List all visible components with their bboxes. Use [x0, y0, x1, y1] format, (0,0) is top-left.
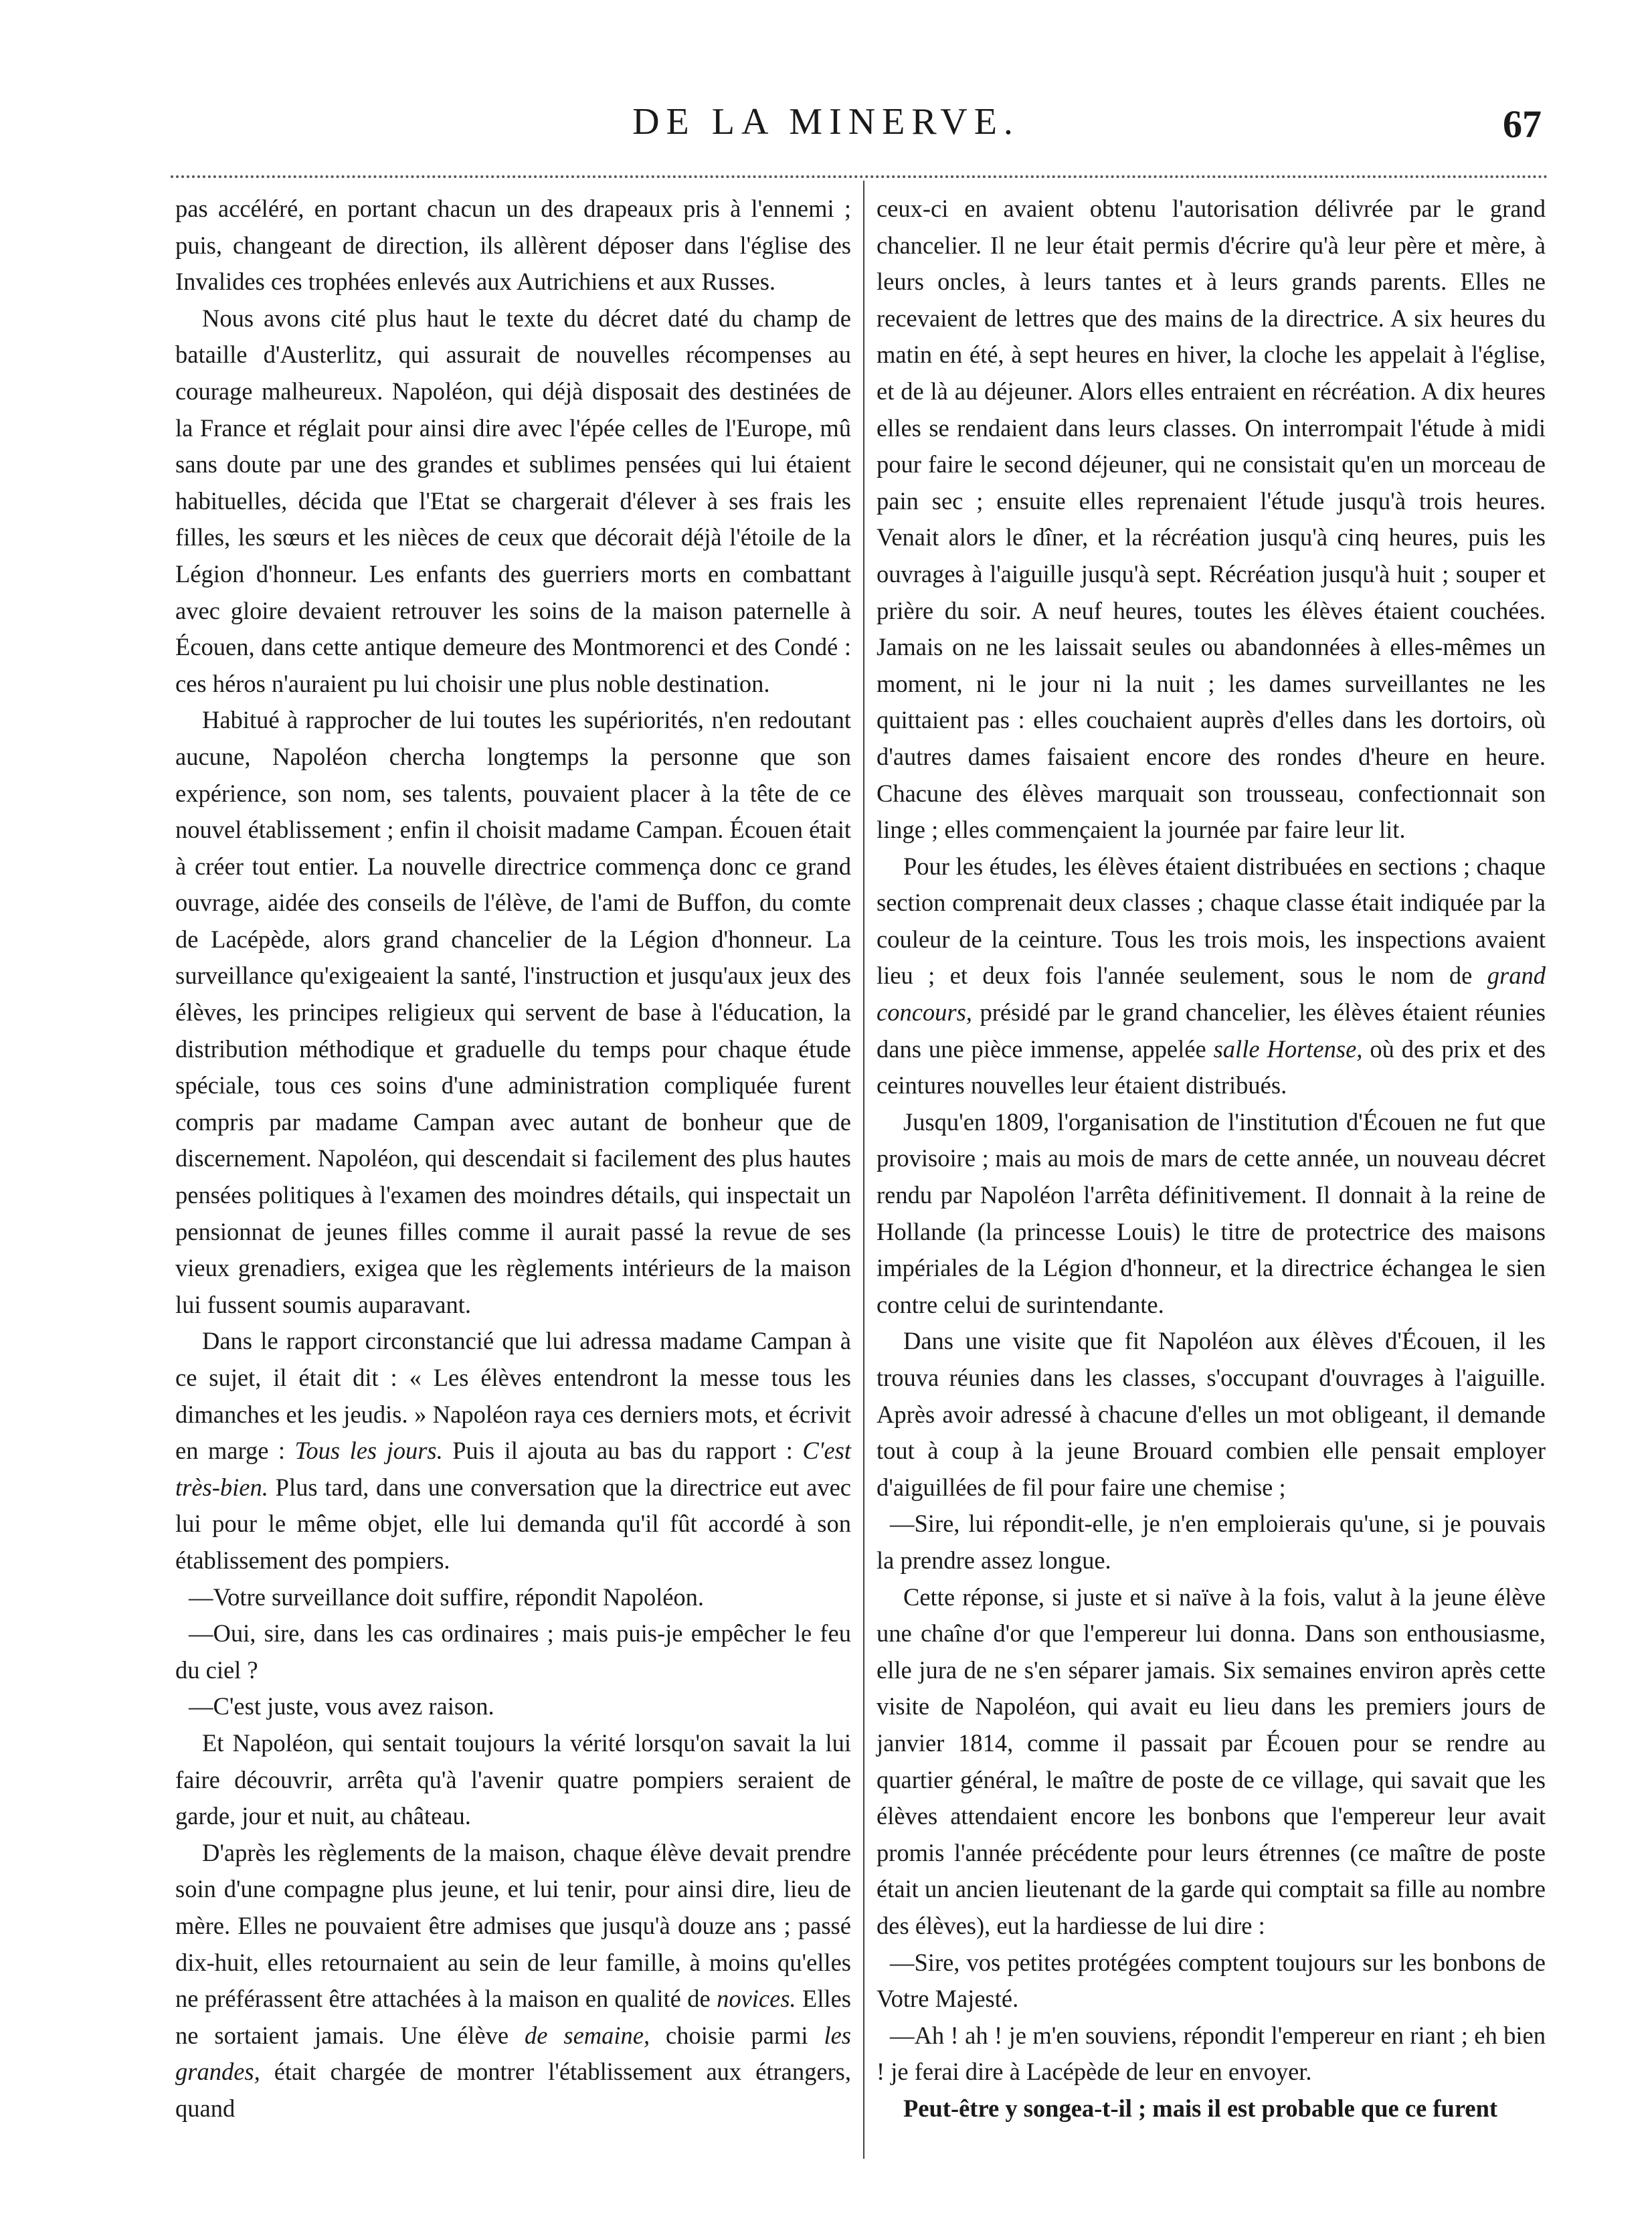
text-run: était chargée de montrer l'établissement aux étrangers, quand [175, 2058, 851, 2122]
page-number: 67 [1503, 102, 1542, 146]
text-run: D'après les règlements de la maison, chaque élève devait prendre soin d'une compagne plus jeune, et lui tenir, pour ainsi dire, lieu de mère. Elles ne pouvaient être admises que jusqu'à douze ans ; passé dix-huit, elles retournaient au sein de leur famille, à moins qu'elles ne préférassent être attachées à la maison en qualité de [175, 1838, 851, 2013]
italic-run: de semaine, [525, 2021, 650, 2049]
dialogue-line: —Sire, vos petites protégées comptent toujours sur les bonbons de Votre Majesté. [877, 1948, 1546, 2013]
paragraph: Jusqu'en 1809, l'organisation de l'institution d'Écouen ne fut que provisoire ; mais au mois de mars de cette année, un nouveau décret rendu par Napoléon l'arrêta définitivement. Il donnait à la reine de Hollande (la princesse Louis) le titre de protectrice des maisons impériales de la Légion d'honneur, et la directrice échangea le sien contre celui de surintendante. [877, 1107, 1546, 1318]
text-run: Plus tard, dans une conversation que la directrice eut avec lui pour le même objet, elle lui demanda qu'il fût accordé à son établissement des pompiers. [175, 1473, 851, 1574]
italic-run: C'est très-bien. [175, 1437, 852, 1501]
paragraph: Dans une visite que fit Napoléon aux élèves d'Écouen, il les trouva réunies dans les classes, s'occupant d'ouvrages à l'aiguille. Après avoir adressé à chacune d'elles un mot obligeant, il demande tout à coup à la jeune Brouard combien elle pensait employer d'aiguillées de fil pour faire une chemise ; [877, 1327, 1546, 1501]
paragraph [175, 1323, 851, 1579]
italic-run: les grandes, [175, 2021, 851, 2086]
header-rule [171, 175, 1548, 178]
dialogue-line: —Oui, sire, dans les cas ordinaires ; mais puis-je empêcher le feu du ciel ? [175, 1619, 851, 1684]
text-run: Pour les études, les élèves étaient distribuées en sections ; chaque section comprenait deux classes ; chaque classe était indiquée par la couleur de la ceinture. Tous les trois mois, les inspections avaient lieu ; et deux fois l'année seulement, sous le nom de [877, 852, 1546, 990]
column-divider [863, 181, 864, 2159]
paragraph: Et Napoléon, qui sentait toujours la vérité lorsqu'on savait la lui faire découvrir, arrêta qu'à l'avenir quatre pompiers seraient de garde, jour et nuit, au château. [175, 1728, 851, 1830]
italic-run: salle Hortense, [1213, 1035, 1363, 1063]
text-run: choisie parmi [650, 2021, 824, 2049]
italic-run: grand concours, [877, 962, 1546, 1027]
paragraph: Cette réponse, si juste et si naïve à la fois, valut à la jeune élève une chaîne d'or que l'empereur lui donna. Dans son enthousiasme, elle jura de ne s'en séparer jamais. Six semaines environ après cette visite de Napoléon, qui avait eu lieu dans les premiers jours de janvier 1814, comme il passait par Écouen pour se rendre au quartier général, le maître de poste de ce village, qui savait que les élèves attendaient encore les bonbons que l'empereur leur avait promis l'année précédente pour leurs étrennes (ce maître de poste était un ancien lieutenant de la garde qui comptait sa fille au nombre des élèves), eut la hardiesse de lui dire : [877, 1583, 1546, 1939]
dialogue-line: —C'est juste, vous avez raison. [189, 1692, 494, 1720]
text-run: Puis il ajouta au bas du rapport : [442, 1437, 803, 1465]
running-title: DE LA MINERVE. [632, 101, 1020, 143]
paragraph: pas accéléré, en portant chacun un des drapeaux pris à l'ennemi ; puis, changeant de direction, ils allèrent déposer dans l'église des Invalides ces trophées enlevés aux Autrichiens et aux Russes. [175, 195, 851, 296]
paragraph: Habitué à rapprocher de lui toutes les supériorités, n'en redoutant aucune, Napoléon chercha longtemps la personne que son expérience, son nom, ses talents, pouvaient placer à la tête de ce nouvel établissement ; enfin il choisit madame Campan. Écouen était à créer tout entier. La nouvelle directrice commença donc ce grand ouvrage, aidée des conseils de l'élève, de l'ami de Buffon, du comte de Lacépède, alors grand chancelier de la Légion d'honneur. La surveillance qu'exigeaient la santé, l'instruction et jusqu'aux jeux des élèves, les principes religieux qui servent de base à l'éducation, la distribution méthodique et graduelle du temps pour chaque étude spéciale, tous ces soins d'une administration compliquée furent compris par madame Campan avec autant de bonheur que de discernement. Napoléon, qui descendait si facilement des plus hautes pensées politiques à l'examen des moindres détails, qui inspectait un pensionnat de jeunes filles comme il aurait passé la revue de ses vieux grenadiers, exigea que les règlements intérieurs de la maison lui fussent soumis auparavant. [175, 706, 851, 1318]
left-column [175, 191, 851, 2127]
paragraph [175, 1835, 851, 2127]
paragraph: ceux-ci en avaient obtenu l'autorisation délivrée par le grand chancelier. Il ne leur était permis d'écrire qu'à leur père et mère, à leurs oncles, à leurs tantes et à leurs grands parents. Elles ne recevaient de lettres que des mains de la directrice. A six heures du matin en été, à sept heures en hiver, la cloche les appelait à l'église, et de là au déjeuner. Alors elles entraient en récréation. A dix heures elles se rendaient dans leurs classes. On interrompait l'étude à midi pour faire le second déjeuner, qui ne consistait qu'en un morceau de pain sec ; ensuite elles reprenaient l'étude jusqu'à trois heures. Venait alors le dîner, et la récréation jusqu'à cinq heures, puis les ouvrages à l'aiguille jusqu'à sept. Récréation jusqu'à huit ; souper et prière du soir. A neuf heures, toutes les élèves étaient couchées. Jamais on ne les laissait seules ou abandonnées à elles-mêmes un moment, ni le jour ni la nuit ; les dames surveillantes ne les quittaient pas : elles couchaient auprès d'elles dans les dortoirs, où d'autres dames faisaient encore des rondes d'heure en heure. Chacune des élèves marquait son trousseau, confectionnait son linge ; elles commençaient la journée par faire leur lit. [877, 195, 1546, 844]
page-header [0, 100, 1652, 174]
text-run: où des prix et des ceintures nouvelles leur étaient distribués. [877, 1035, 1546, 1099]
paragraph: Nous avons cité plus haut le texte du décret daté du champ de bataille d'Austerlitz, qui assurait de nouvelles récompenses au courage malheureux. Napoléon, qui déjà disposait des destinées de la France et réglait pour ainsi dire avec l'épée celles de l'Europe, mû sans doute par une des grandes et sublimes pensées qui lui étaient habituelles, décida que l'Etat se chargerait d'élever à ses frais les filles, les sœurs et les nièces de ceux que décorait déjà l'étoile de la Légion d'honneur. Les enfants des guerriers morts en combattant avec gloire devaient retrouver les soins de la maison paternelle à Écouen, dans cette antique demeure des Montmorenci et des Condé : ces héros n'auraient pu lui choisir une plus noble destination. [175, 304, 851, 697]
dialogue-line: —Sire, lui répondit-elle, je n'en emploierais qu'une, si je pouvais la prendre assez longue. [877, 1510, 1546, 1574]
dialogue-line: —Ah ! ah ! je m'en souviens, répondit l'empereur en riant ; eh bien ! je ferai dire à Lacépède de leur en envoyer. [877, 2021, 1546, 2086]
italic-run: novices. [717, 1985, 796, 2013]
paragraph [877, 849, 1546, 1104]
text-run: présidé par le grand chancelier, les élèves étaient réunies dans une pièce immense, appelée [877, 998, 1546, 1063]
dialogue-line: —Votre surveillance doit suffire, répondit Napoléon. [189, 1583, 705, 1611]
paragraph: Peut-être y songea-t-il ; mais il est probable que ce furent [903, 2094, 1498, 2122]
text-run: Dans le rapport circonstancié que lui adressa madame Campan à ce sujet, il était dit : « Les élèves entendront la messe tous les dimanches et les jeudis. » Napoléon raya ces derniers mots, et écrivit en marge : [175, 1327, 851, 1465]
text-run: Elles ne sortaient jamais. Une élève [175, 1985, 852, 2049]
italic-run: Tous les jours. [294, 1437, 443, 1465]
right-column [877, 191, 1546, 2127]
